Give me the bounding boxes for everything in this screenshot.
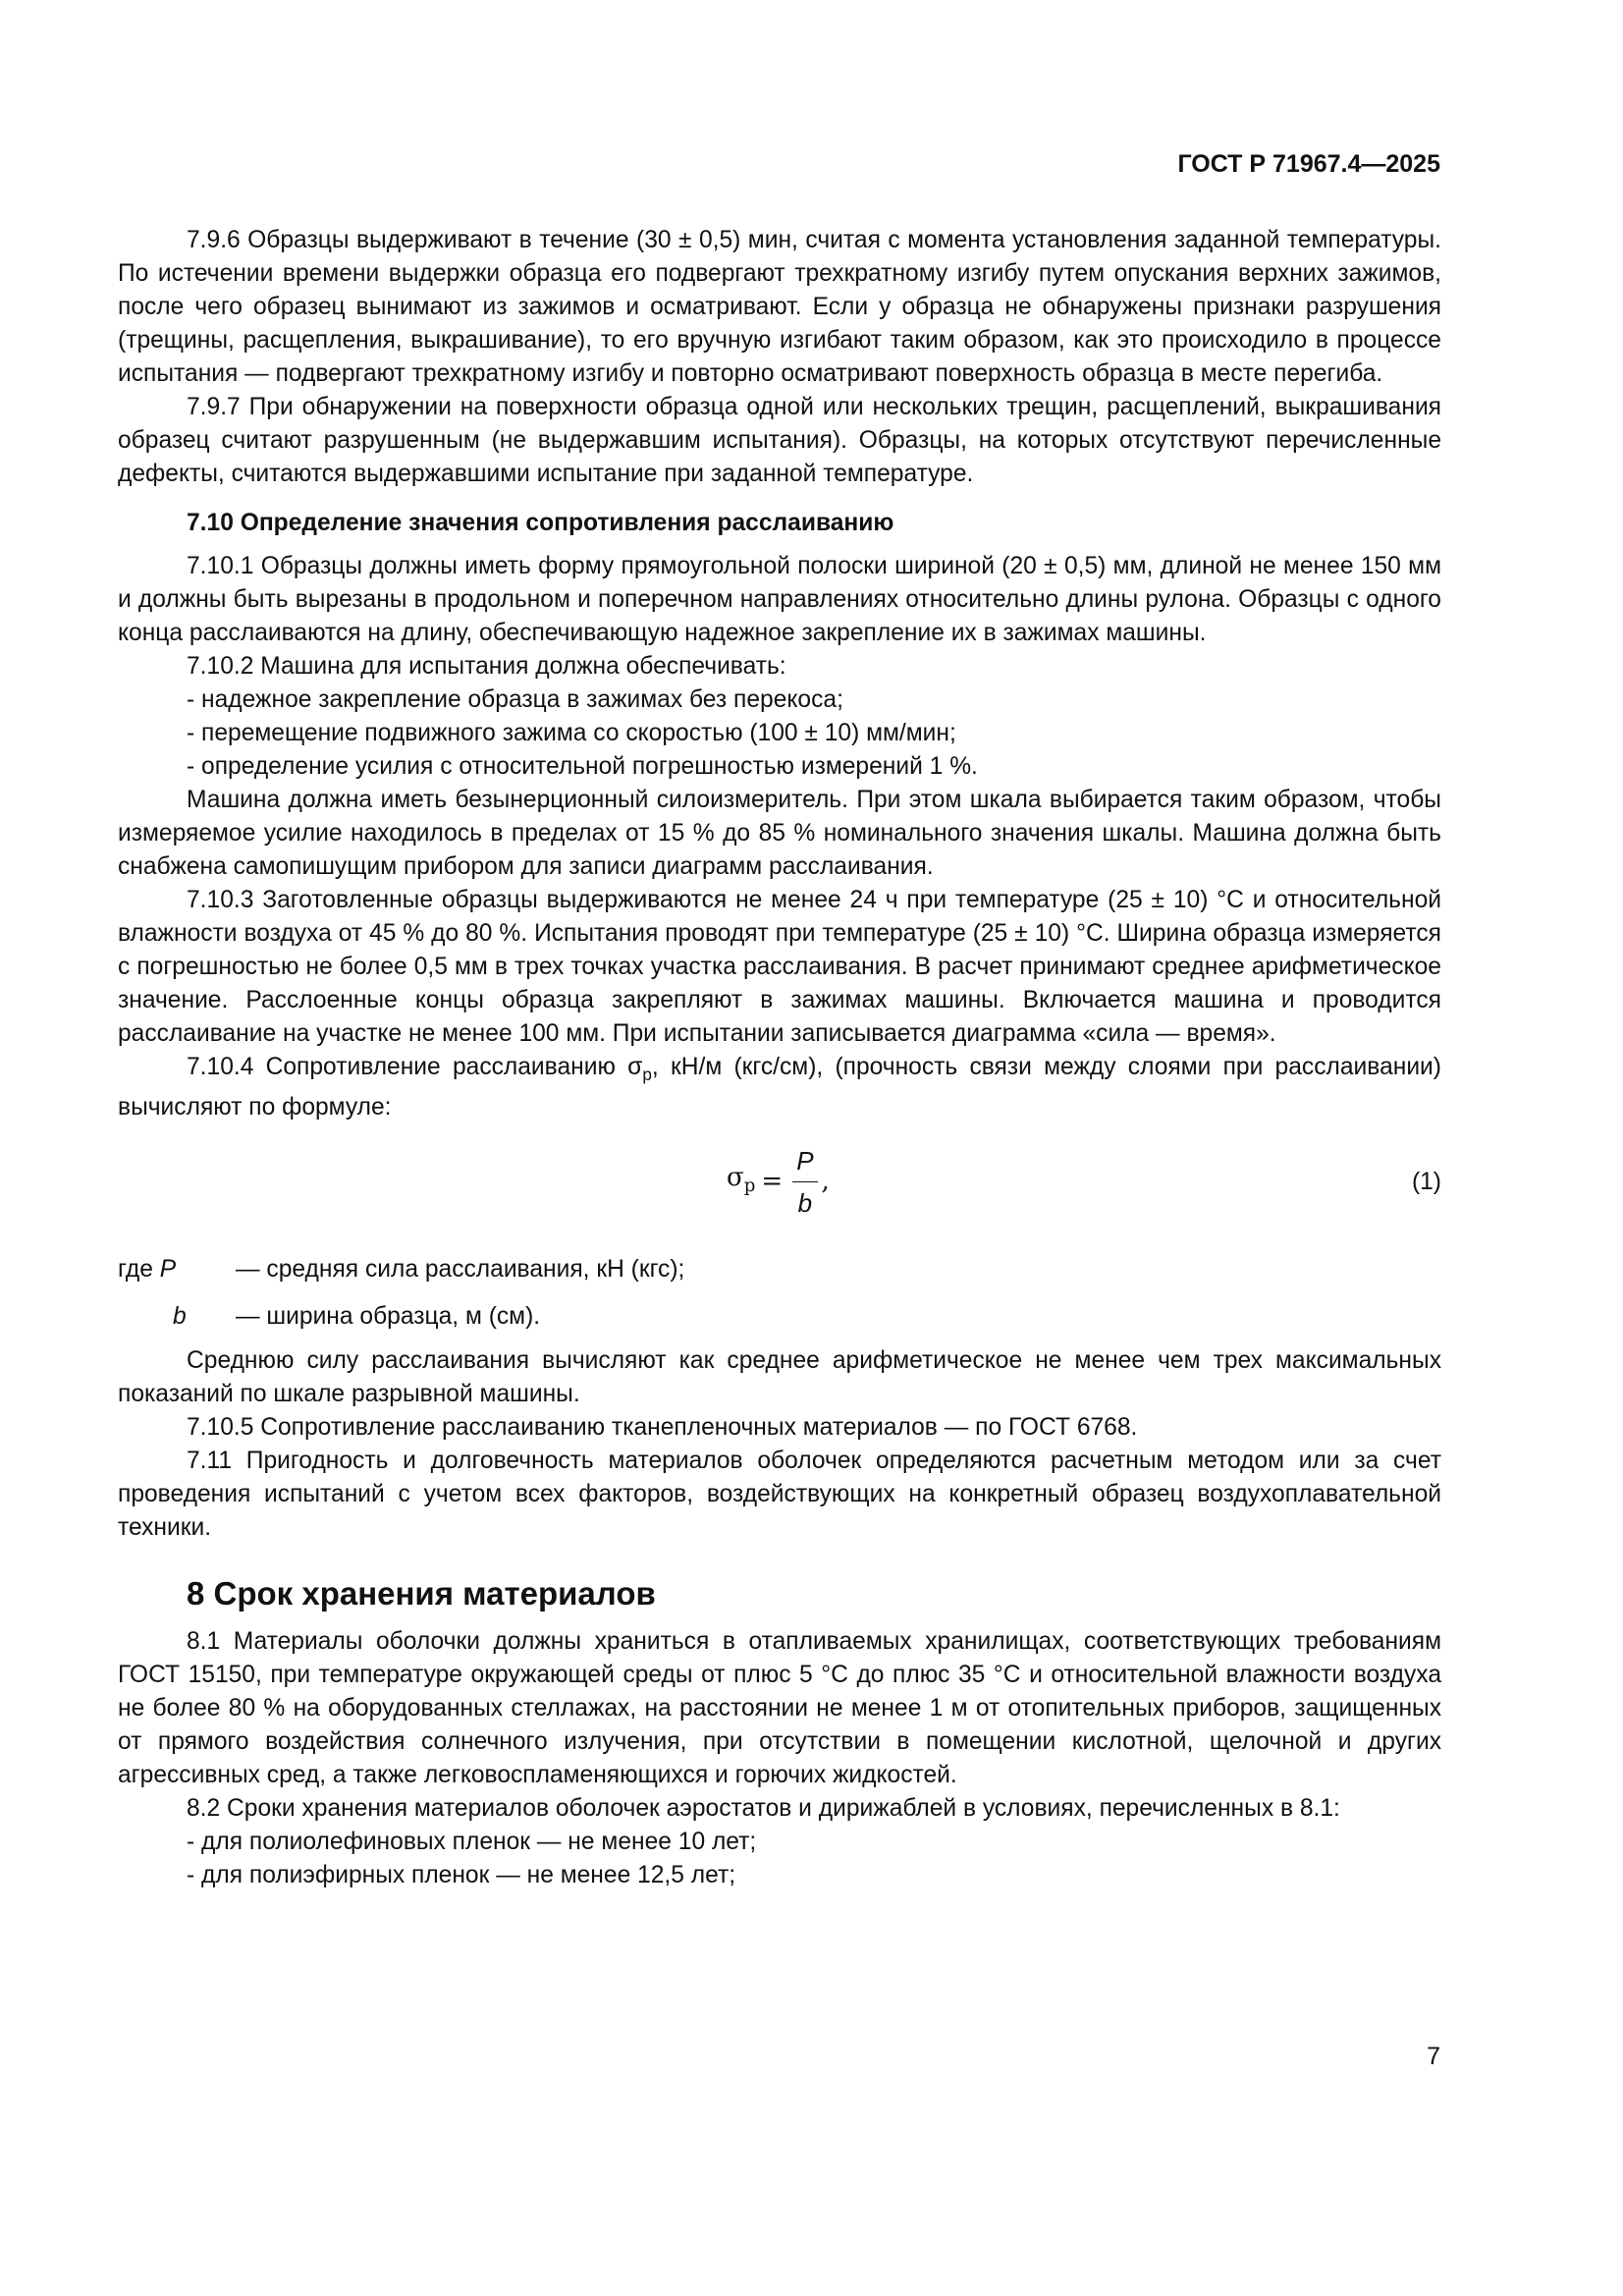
list-item: - для полиолефиновых пленок — не менее 10 лет; — [187, 1828, 757, 1855]
paragraph-7-10-1: 7.10.1 Образцы должны иметь форму прямоугольной полоски шириной (20 ± 0,5) мм, длиной не менее 150 мм и должны быть вырезаны в продольном и поперечном направлениях относительно длины рулона. Образцы с одного конца расслаиваются на длину, обеспечивающую надежное закрепление их в зажимах машины. — [118, 553, 1441, 646]
list-item: - надежное закрепление образца в зажимах без перекоса; — [187, 686, 843, 713]
paragraph-7-9-7: 7.9.7 При обнаружении на поверхности образца одной или нескольких трещин, расщеплений, выкрашивания образец считают разрушенным (не выдержавшим испытания). Образцы, на которых отсутствуют перечисленные дефекты, считаются выдержавшими испытание при заданной температуре. — [118, 394, 1441, 487]
list-item: - для полиэфирных пленок — не менее 12,5 лет; — [187, 1861, 736, 1888]
formula-comma: , — [821, 1167, 830, 1197]
formula-1 — [118, 1144, 1441, 1223]
paragraph-7-9-6: 7.9.6 Образцы выдерживают в течение (30 ± 0,5) мин, считая с момента установления заданной температуры. По истечении времени выдержки образца его подвергают трехкратному изгибу путем опускания верхних зажимов, после чего образец вынимают из зажимов и осматривают. Если у образца не обнаружены признаки разрушения (трещины, расщепления, выкрашивание), то его вручную изгибают таким образом, как это происходило в процессе испытания — подвергают трехкратному изгибу и повторно осматривают поверхность образца в месте перегиба. — [118, 227, 1441, 387]
paragraph-7-10-3: 7.10.3 Заготовленные образцы выдерживаются не менее 24 ч при температуре (25 ± 10) °С и относительной влажности воздуха от 45 % до 80 %. Испытания проводят при температуре (25 ± 10) °С. Ширина образца измеряется с погрешностью не более 0,5 мм в трех точках участка расслаивания. В расчет принимают среднее арифметическое значение. Расслоенные концы образца закрепляют в зажимах машины. Включается машина и проводится расслаивание на участке не менее 100 мм. При испытании записывается диаграмма «сила — время». — [118, 887, 1441, 1047]
document-body — [118, 224, 1441, 1892]
section-heading-8: 8 Срок хранения материалов — [187, 1574, 656, 1612]
paragraph-8-1: 8.1 Материалы оболочки должны храниться в отапливаемых хранилищах, соответствующих требованиям ГОСТ 15150, при температуре окружающей среды от плюс 5 °С до плюс 35 °С и относительной влажности воздуха не более 80 % на оборудованных стеллажах, на расстоянии не менее 1 м от отопительных приборов, защищенных от прямого воздействия солнечного излучения, при отсутствии в помещении кислотной, щелочной и других агрессивных сред, а также легковоспламеняющихся и горючих жидкостей. — [118, 1627, 1441, 1788]
list-item: - определение усилия с относительной погрешностью измерений 1 %. — [187, 753, 978, 780]
formula-lhs: $\sigma_р$ — [727, 1162, 756, 1196]
where-item-b: b — ширина образца, м (см). — [173, 1302, 541, 1330]
where-item-p: где P — средняя сила расслаивания, кН (кгс); — [118, 1255, 685, 1283]
paragraph-average-force: Среднюю силу расслаивания вычисляют как среднее арифметическое не менее чем трех максимальных показаний по шкале разрывной машины. — [118, 1346, 1441, 1407]
paragraph-8-2: 8.2 Сроки хранения материалов оболочек аэростатов и дирижаблей в условиях, перечисленных в 8.1: — [187, 1794, 1340, 1822]
formula-expression — [727, 1144, 830, 1220]
subscript-p: р — [642, 1064, 652, 1084]
document-id-header: ГОСТ Р 71967.4—2025 — [1177, 150, 1440, 178]
formula-number: (1) — [1411, 1168, 1441, 1195]
formula-equals: = — [761, 1167, 784, 1197]
formula-numerator: P — [792, 1144, 817, 1182]
paragraph-7-10-4: 7.10.4 Сопротивление расслаиванию $\sigma_р$, кН/м (кгс/см), (прочность связи между слоями при расслаивании) вычисляют по формуле: — [118, 1054, 1441, 1121]
paragraph-7-11: 7.11 Пригодность и долговечность материалов оболочек определяются расчетным методом или за счет проведения испытаний с учетом всех факторов, воздействующих на конкретный образец воздухоплавательной техники. — [118, 1447, 1441, 1541]
paragraph-7-10-2: 7.10.2 Машина для испытания должна обеспечивать: — [187, 653, 786, 680]
formula-fraction — [792, 1144, 817, 1220]
page-number: 7 — [1427, 2043, 1440, 2070]
formula-denominator: b — [797, 1187, 813, 1218]
paragraph-7-10-5: 7.10.5 Сопротивление расслаиванию тканепленочных материалов — по ГОСТ 6768. — [187, 1413, 1138, 1441]
section-heading-7-10: 7.10 Определение значения сопротивления расслаиванию — [187, 510, 894, 536]
list-item: - перемещение подвижного зажима со скоростью (100 ± 10) мм/мин; — [187, 720, 956, 746]
paragraph-machine-scale: Машина должна иметь безынерционный силоизмеритель. При этом шкала выбирается таким образом, чтобы измеряемое усилие находилось в пределах от 15 % до 85 % номинального значения шкалы. Машина должна быть снабжена самопишущим прибором для записи диаграмм расслаивания. — [118, 787, 1441, 880]
